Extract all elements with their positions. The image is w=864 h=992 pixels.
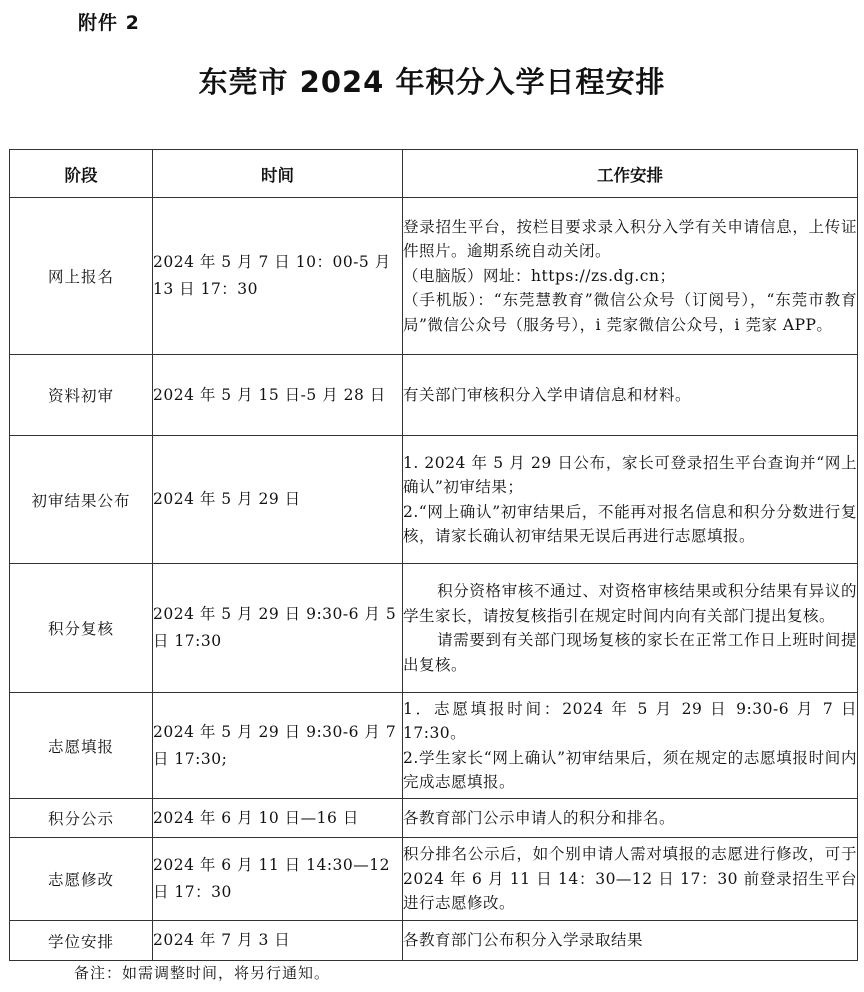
table-header-row: [10, 150, 858, 198]
work-line: 各教育部门公示申请人的积分和排名。: [403, 808, 676, 827]
work-line: 1．志愿填报时间：2024 年 5 月 29 日 9:30-6 月 7 日 17:30。: [403, 699, 857, 742]
table-row: [10, 198, 858, 355]
row-time: 2024 年 7 月 3 日: [153, 921, 403, 961]
table-row: [10, 564, 858, 693]
table-row: [10, 693, 858, 799]
row-stage: 积分公示: [10, 799, 153, 838]
work-line: 登录招生平台，按栏目要求录入积分入学有关申请信息，上传证件照片。逾期系统自动关闭。: [403, 217, 857, 261]
row-stage: 志愿填报: [10, 693, 153, 799]
attachment-label: 附件 2: [78, 12, 140, 34]
header-time: 时间: [153, 150, 403, 198]
work-line: 请需要到有关部门现场复核的家长在正常工作日上班时间提出复核。: [403, 631, 857, 674]
row-work: [403, 564, 858, 693]
row-time: 2024 年 6 月 11 日 14:30—12 日 17：30: [153, 838, 403, 921]
row-time: 2024 年 5 月 29 日 9:30-6 月 7 日 17:30;: [153, 693, 403, 799]
row-time: 2024 年 5 月 29 日 9:30-6 月 5 日 17:30: [153, 564, 403, 693]
work-line: （手机版）：“东莞慧教育”微信公众号（订阅号），“东莞市教育局”微信公众号（服务号），i 莞家微信公众号，i 莞家 APP。: [403, 291, 857, 334]
table-row: [10, 838, 858, 921]
row-work: [403, 355, 858, 436]
page-title: 东莞市 2024 年积分入学日程安排: [198, 65, 666, 99]
row-stage: 初审结果公布: [10, 436, 153, 564]
table-row: [10, 799, 858, 838]
row-work: [403, 693, 858, 799]
row-work: [403, 436, 858, 564]
work-line: 2.“网上确认”初审结果后，不能再对报名信息和积分分数进行复核，请家长确认初审结果无误后再进行志愿填报。: [403, 502, 857, 545]
row-work: [403, 838, 858, 921]
schedule-table: [9, 149, 858, 961]
row-work: [403, 921, 858, 961]
work-line: 积分排名公示后，如个别申请人需对填报的志愿进行修改，可于 2024 年 6 月 11 日 14：30—12 日 17：30 前登录招生平台进行志愿修改。: [403, 845, 857, 913]
table-row: [10, 436, 858, 564]
header-work: 工作安排: [403, 150, 858, 198]
table-row: [10, 921, 858, 961]
row-stage: 志愿修改: [10, 838, 153, 921]
row-time: 2024 年 5 月 7 日 10：00-5 月 13 日 17：30: [153, 198, 403, 355]
table-row: [10, 355, 858, 436]
footnote: 备注：如需调整时间，将另行通知。: [74, 964, 331, 982]
work-line: 1. 2024 年 5 月 29 日公布，家长可登录招生平台查询并“网上确认”初审结果；: [403, 453, 857, 496]
row-time: 2024 年 6 月 10 日—16 日: [153, 799, 403, 838]
work-line: 2.学生家长“网上确认”初审结果后，须在规定的志愿填报时间内完成志愿填报。: [403, 748, 857, 791]
row-stage: 资料初审: [10, 355, 153, 436]
work-line: 有关部门审核积分入学申请信息和材料。: [403, 385, 692, 404]
row-work: [403, 198, 858, 355]
work-line: （电脑版）网址：https://zs.dg.cn；: [403, 266, 676, 285]
row-stage: 网上报名: [10, 198, 153, 355]
work-line: 各教育部门公布积分入学录取结果: [403, 931, 644, 950]
row-time: 2024 年 5 月 29 日: [153, 436, 403, 564]
row-stage: 积分复核: [10, 564, 153, 693]
row-time: 2024 年 5 月 15 日-5 月 28 日: [153, 355, 403, 436]
row-work: [403, 799, 858, 838]
header-stage: 阶段: [10, 150, 153, 198]
work-line: 积分资格审核不通过、对资格审核结果或积分结果有异议的学生家长，请按复核指引在规定时间内向有关部门提出复核。: [403, 582, 857, 625]
row-stage: 学位安排: [10, 921, 153, 961]
